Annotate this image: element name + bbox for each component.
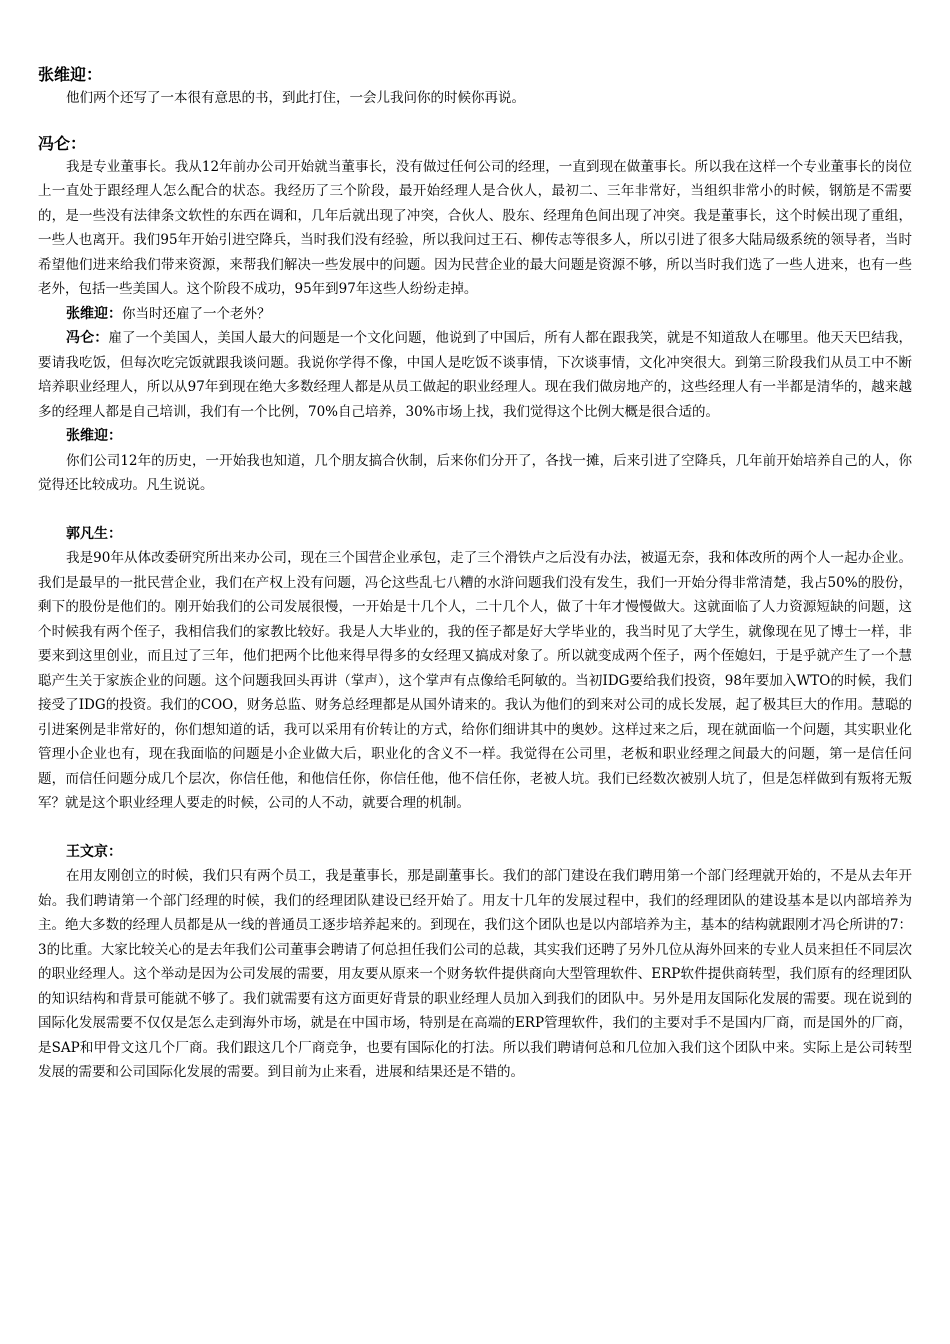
speech-paragraph: 我是专业董事长。我从12年前办公司开始就当董事长，没有做过任何公司的经理，一直到现在做董事长。所以我在这样一个专业董事长的岗位上一直处于跟经理人怎么配合的状态。我经历了三个阶段，最开始经理人是合伙人，最初二、三年非常好，当组织非常小的时候，钢筋是不需要的，是一些没有法律条文软性的东西在调和，几年后就出现了冲突，合伙人、股东、经理角色间出现了冲突。我是董事长，这个时候出现了重组，一些人也离开。我们95年开始引进空降兵，当时我们没有经验，所以我问过王石、柳传志等很多人，所以引进了很多大陆局级系统的领导者，当时希望他们进来给我们带来资源，来帮我们解决一些发展中的问题。因为民营企业的最大问题是资源不够，所以当时我们选了一些人进来，也有一些老外，包括一些美国人。这个阶段不成功，95年到97年这些人纷纷走掉。 bbox=[38, 158, 912, 297]
speaker-line bbox=[38, 522, 912, 547]
speech-paragraph: 你们公司12年的历史，一开始我也知道，几个朋友搞合伙制，后来你们分开了，各找一摊，后来引进了空降兵，几年前开始培养自己的人，你觉得还比较成功。凡生说说。 bbox=[38, 452, 912, 493]
dialogue-text: 你当时还雇了一个老外？ bbox=[122, 305, 271, 322]
document-page bbox=[38, 64, 912, 1085]
speaker-heading: 张维迎： bbox=[38, 65, 103, 84]
speaker-line bbox=[38, 840, 912, 865]
section-zhang-weiying-intro bbox=[38, 64, 912, 111]
inline-speaker: 冯仑： bbox=[66, 330, 109, 346]
section-guo-fansheng bbox=[38, 522, 912, 816]
dialogue-line bbox=[38, 302, 912, 327]
speaker-heading: 冯仑： bbox=[38, 133, 87, 153]
section-feng-lun bbox=[38, 133, 912, 498]
dialogue-speaker-line bbox=[38, 424, 912, 449]
inline-speaker: 王文京： bbox=[66, 843, 122, 860]
inline-speaker: 张维迎： bbox=[66, 428, 122, 444]
dialogue-line bbox=[38, 326, 912, 424]
inline-speaker: 郭凡生： bbox=[66, 525, 122, 542]
section-wang-wenjing bbox=[38, 840, 912, 1085]
inline-speaker: 张维迎： bbox=[66, 305, 122, 322]
speech-paragraph: 他们两个还写了一本很有意思的书，到此打住，一会儿我问你的时候你再说。 bbox=[66, 90, 525, 106]
speech-paragraph: 在用友刚创立的时候，我们只有两个员工，我是董事长，那是副董事长。我们的部门建设在我们聘用第一个部门经理就开始的，不是从去年开始。我们聘请第一个部门经理的时候，我们的经理团队建设已经开始了。用友十几年的发展过程中，我们的经理团队的建设基本是以内部培养为主。绝大多数的经理人员都是从一线的普通员工逐步培养起来的。到现在，我们这个团队也是以内部培养为主，基本的结构就跟刚才冯仑所讲的7：3的比重。大家比较关心的是去年我们公司董事会聘请了何总担任我们公司的总裁，其实我们还聘了另外几位从海外回来的专业人员来担任不同层次的职业经理人。这个举动是因为公司发展的需要，用友要从原来一个财务软件提供商向大型管理软件、ERP软件提供商转型，我们原有的经理团队的知识结构和背景可能就不够了。我们就需要有这方面更好背景的职业经理人员加入到我们的团队中。另外是用友国际化发展的需要。现在说到的国际化发展需要不仅仅是怎么走到海外市场，就是在中国市场，特别是在高端的ERP管理软件，我们的主要对手不是国内厂商，而是国外的厂商，是SAP和甲骨文这几个厂商。我们跟这几个厂商竞争，也要有国际化的打法。所以我们聘请何总和几位加入我们这个团队中来。实际上是公司转型发展的需要和公司国际化发展的需要。到目前为止来看，进展和结果还是不错的。 bbox=[38, 868, 912, 1080]
speech-paragraph: 我是90年从体改委研究所出来办公司，现在三个国营企业承包，走了三个滑铁卢之后没有办法，被逼无奈，我和体改所的两个人一起办企业。我们是最早的一批民营企业，我们在产权上没有问题，冯仑这些乱七八糟的水浒问题我们没有发生，我们一开始分得非常清楚，我占50%的股份，剩下的股份是他们的。刚开始我们的公司发展很慢，一开始是十几个人，二十几个人，做了十年才慢慢做大。这就面临了人力资源短缺的问题，这个时候我有两个侄子，我相信我们的家教比较好。我是人大毕业的，我的侄子都是好大学毕业的，我当时见了大学生，就像现在见了博士一样，非要来到这里创业，而且过了三年，他们把两个比他来得早得多的女经理又搞成对象了。所以就变成两个侄子，两个侄媳妇，于是乎就产生了一个慧聪产生关于家族企业的问题。这个问题我回头再讲（掌声），这个掌声有点像给毛阿敏的。当初IDG要给我们投资，98年要加入WTO的时候，我们接受了IDG的投资。我们的COO，财务总监、财务总经理都是从国外请来的。我认为他们的到来对公司的成长发展，起了极其巨大的作用。慧聪的引进案例是非常好的，你们想知道的话，我可以采用有价转让的方式，给你们细讲其中的奥妙。这样过来之后，现在就面临一个问题，其实职业化管理小企业也有，现在我面临的问题是小企业做大后，职业化的含义不一样。我觉得在公司里，老板和职业经理之间最大的问题，第一是信任问题，而信任问题分成几个层次，你信任他，和他信任你，你信任他，他不信任你，老被人坑。我们已经数次被别人坑了，但是怎样做到有叛将无叛军？就是这个职业经理人要走的时候，公司的人不动，就要合理的机制。 bbox=[38, 550, 912, 811]
dialogue-text: 雇了一个美国人，美国人最大的问题是一个文化问题，他说到了中国后，所有人都在跟我笑，就是不知道敌人在哪里。他天天巴结我，要请我吃饭，但每次吃完饭就跟我谈问题。我说你学得不像，中国人是吃饭不谈事情，下次谈事情，文化冲突很大。到第三阶段我们从员工中不断培养职业经理人，所以从97年到现在绝大多数经理人都是从员工做起的职业经理人。现在我们做房地产的，这些经理人有一半都是清华的，越来越多的经理人都是自己培训，我们有一个比例，70%自己培养，30%市场上找，我们觉得这个比例大概是很合适的。 bbox=[38, 330, 913, 420]
